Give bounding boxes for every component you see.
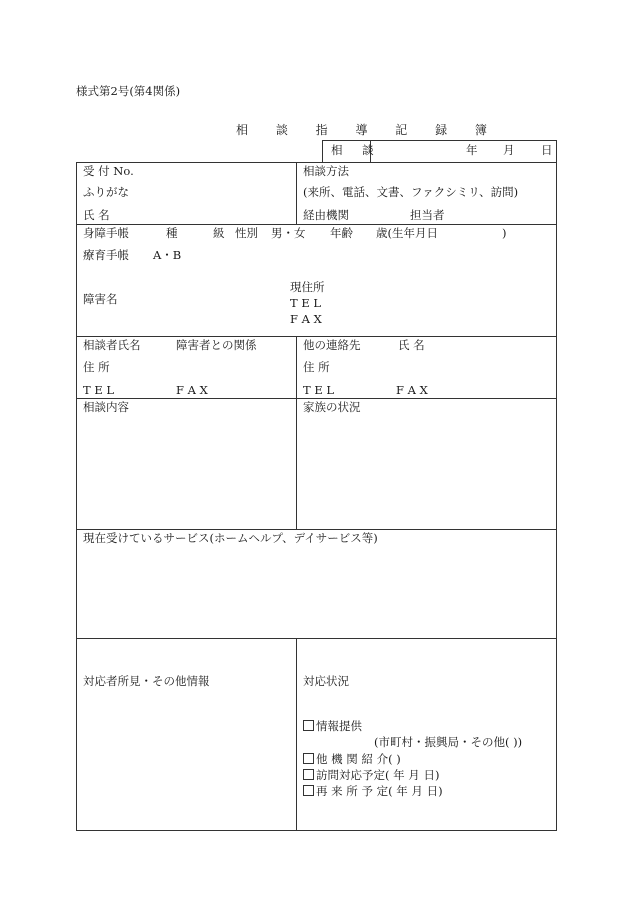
relationship-label: 障害者との関係 — [176, 338, 257, 352]
response-status-label: 対応状況 — [303, 674, 349, 688]
disability-handbook-label: 身障手帳 — [83, 226, 129, 240]
via-agency-label: 経由機関 — [303, 208, 349, 222]
other-contact-label: 他の連絡先 — [303, 338, 361, 352]
month-label: 月 — [503, 143, 515, 157]
family-situation-label: 家族の状況 — [303, 400, 361, 414]
other-contact-tel-label: T E L — [303, 383, 335, 397]
consult-method-label: 相談方法 — [303, 164, 349, 178]
fax-label: F A X — [290, 312, 322, 326]
current-services-label: 現在受けているサービス(ホームヘルプ、デイサービス等) — [83, 531, 378, 545]
other-contact-address-label: 住 所 — [303, 360, 330, 374]
sex-label: 性別 — [235, 226, 258, 240]
other-contact-fax-label: F A X — [396, 383, 428, 397]
consult-date-label: 相 談 — [331, 143, 382, 157]
checkbox-icon[interactable] — [303, 753, 314, 764]
consulter-fax-label: F A X — [176, 383, 208, 397]
consult-method-options: (来所、電話、文書、ファクシミリ、訪問) — [303, 185, 519, 199]
consulter-name-label: 相談者氏名 — [83, 338, 141, 352]
type-label: 種 — [166, 226, 178, 240]
day-label: 日 — [541, 143, 553, 157]
disability-name-label: 障害名 — [83, 292, 118, 306]
consulter-tel-label: T E L — [83, 383, 115, 397]
revisit-plan-item[interactable]: 再 来 所 予 定( 年 月 日) — [303, 785, 443, 798]
checkbox-icon[interactable] — [303, 720, 314, 731]
consult-content-label: 相談内容 — [83, 400, 129, 414]
info-provision-options: (市町村・振興局・その他( )) — [374, 735, 523, 749]
current-address-label: 現住所 — [290, 280, 325, 294]
responder-opinion-label: 対応者所見・その他情報 — [83, 674, 210, 688]
ryoiku-handbook-label: 療育手帳 — [83, 248, 129, 262]
year-label: 年 — [466, 143, 478, 157]
birthdate-label: 歳(生年月日 — [376, 226, 438, 240]
tel-label: T E L — [290, 296, 322, 310]
birthdate-close-paren: ) — [502, 226, 507, 240]
uketsuke-no-label: 受 付 No. — [83, 164, 134, 178]
checkbox-icon[interactable] — [303, 769, 314, 780]
ryoiku-grade-options: A・B — [153, 248, 182, 262]
sex-options: 男・女 — [271, 226, 306, 240]
consulter-address-label: 住 所 — [83, 360, 110, 374]
planned-visit-item[interactable]: 訪問対応予定( 年 月 日) — [303, 769, 439, 782]
furigana-label: ふりがな — [83, 185, 129, 199]
form-title: 相 談 指 導 記 録 簿 — [236, 123, 499, 137]
form-number: 様式第2号(第4関係) — [76, 84, 181, 98]
grade-label: 級 — [213, 226, 225, 240]
checkbox-icon[interactable] — [303, 785, 314, 796]
other-contact-name-label: 氏 名 — [398, 338, 425, 352]
age-label: 年齢 — [330, 226, 353, 240]
other-agency-referral-item[interactable]: 他 機 関 紹 介( ) — [303, 753, 401, 766]
person-in-charge-label: 担当者 — [410, 208, 445, 222]
name-label: 氏 名 — [83, 208, 110, 222]
info-provision-item[interactable]: 情報提供 — [303, 720, 362, 733]
